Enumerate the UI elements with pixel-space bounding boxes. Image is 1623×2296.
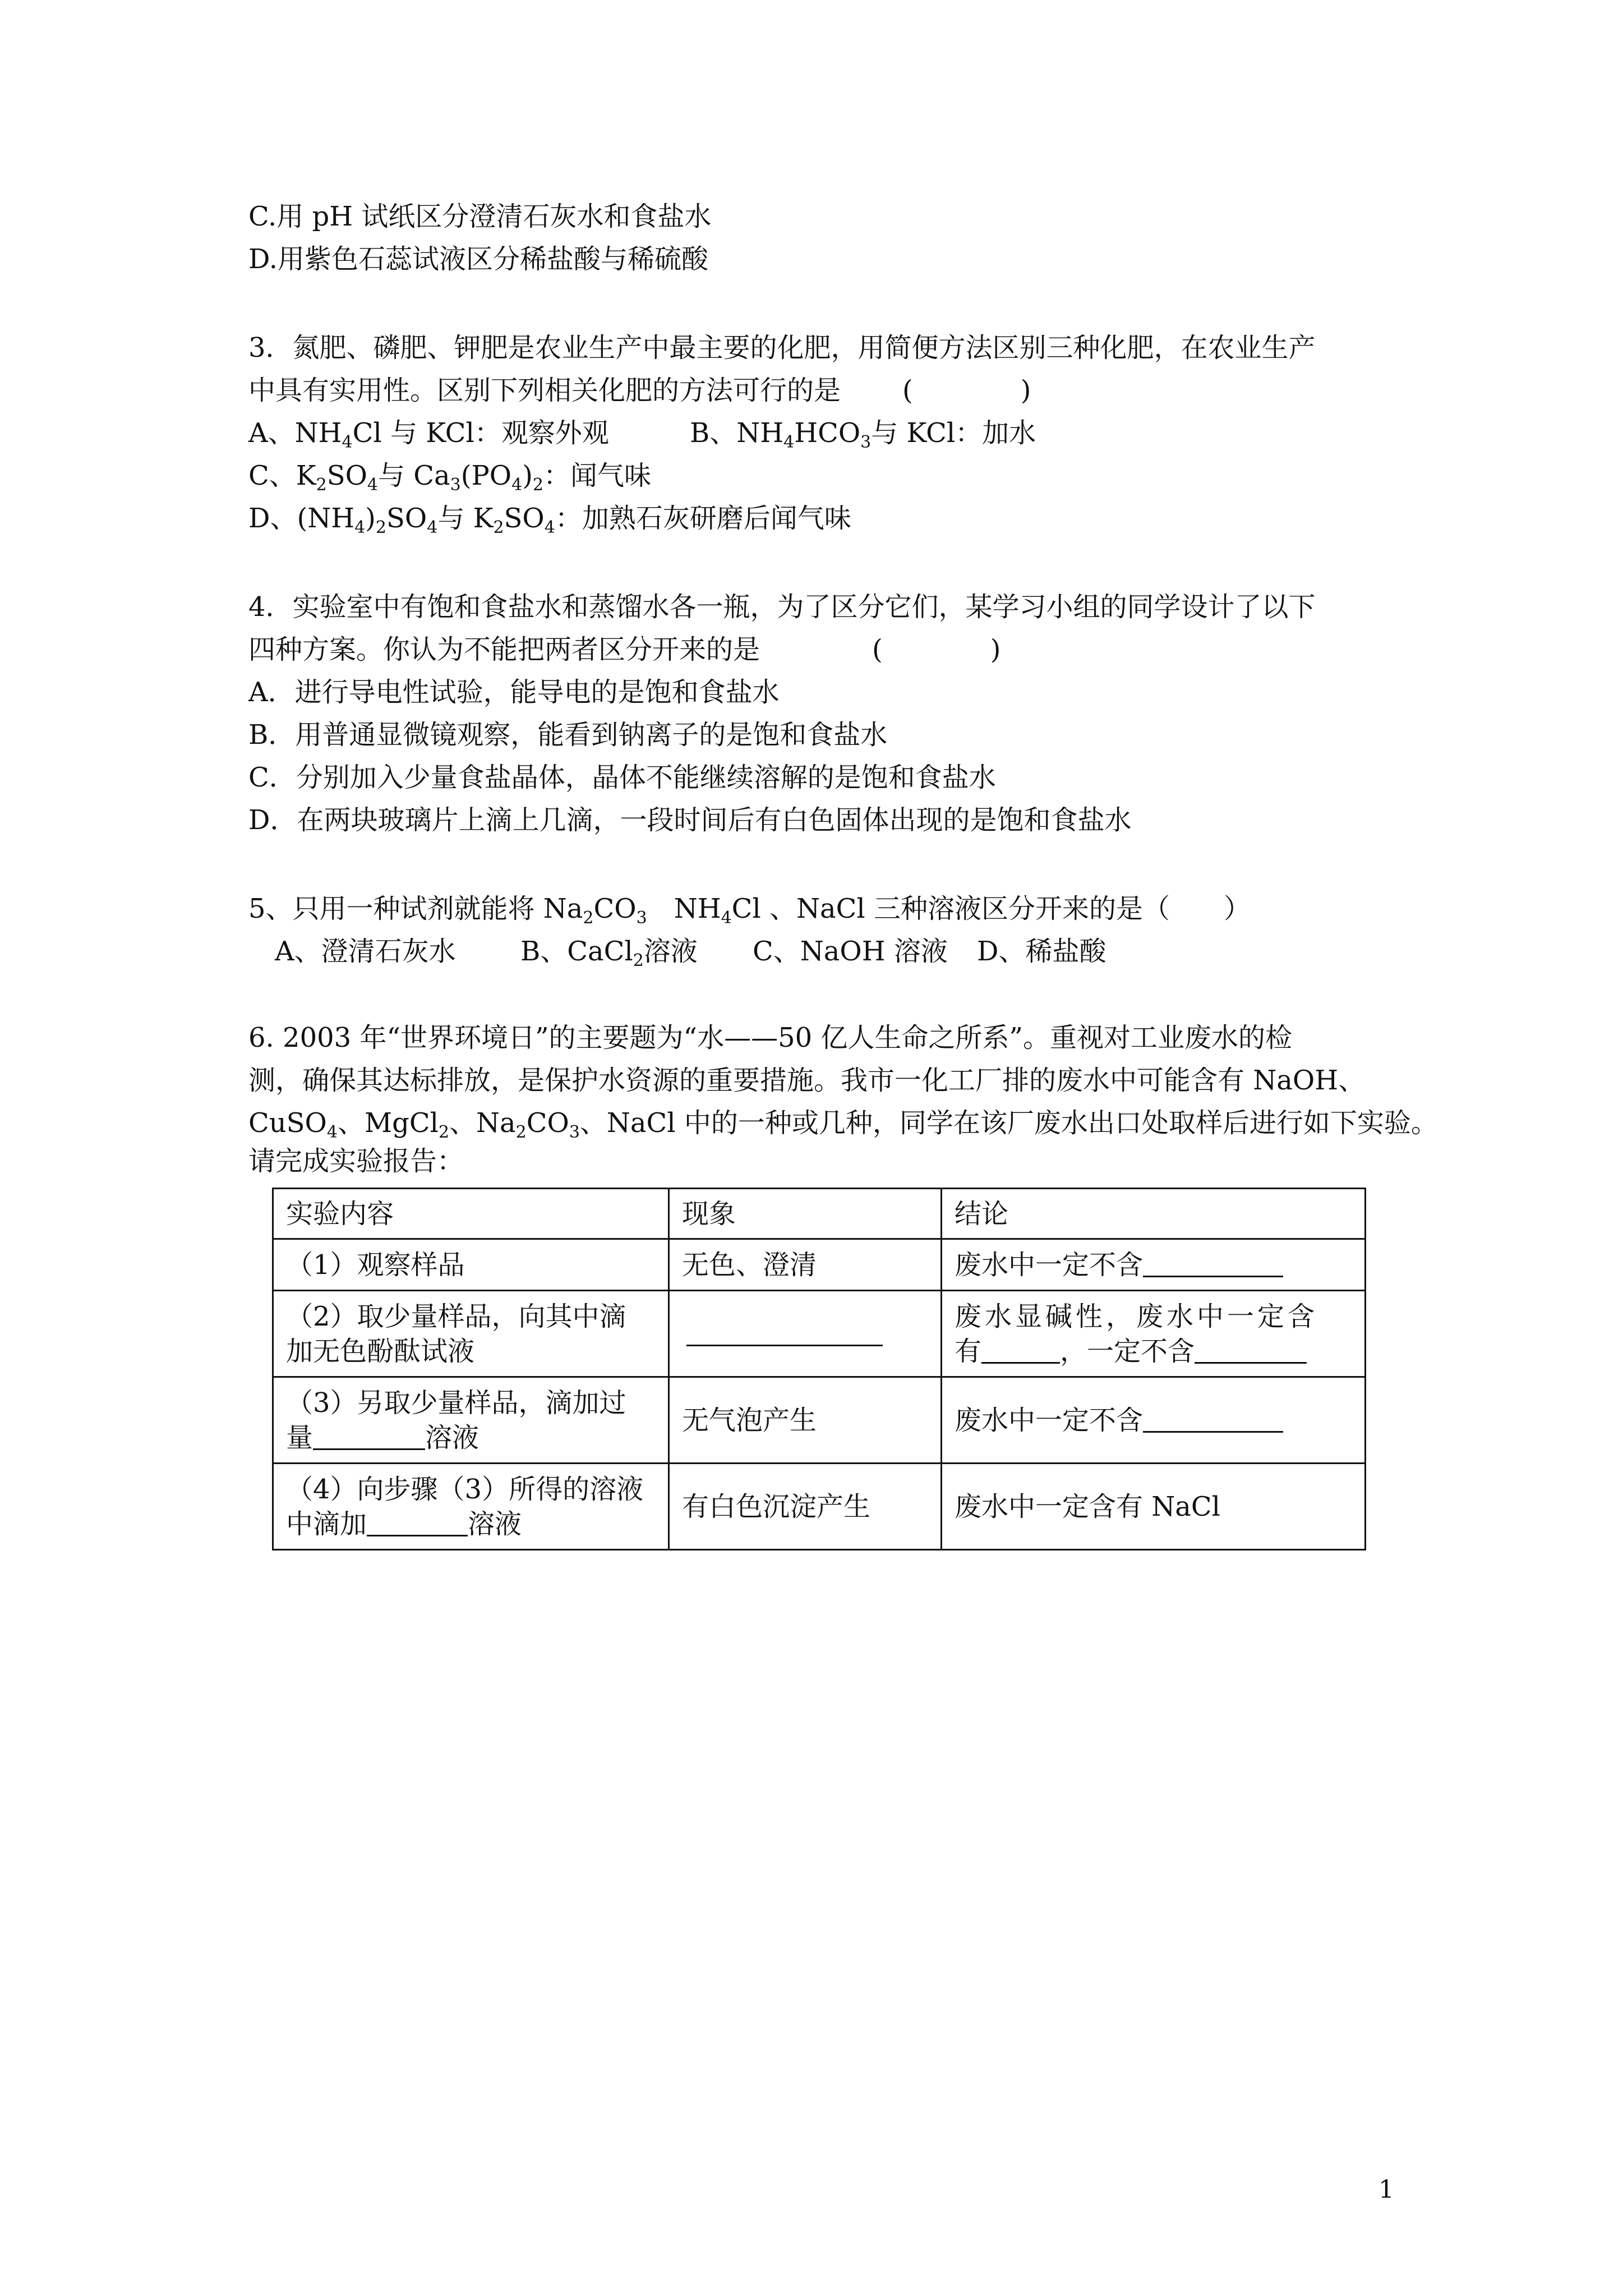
answer-blank[interactable] xyxy=(1195,1338,1307,1364)
q6-stem-line1: 6. 2003 年“世界环境日”的主要题为“水——50 亿人生命之所系”。重视对工业废水的检 xyxy=(248,1022,1292,1053)
q6-stem-line3: CuSO$_4$、MgCl$_2$、$Na_2CO_3$、NaCl 中的一种或几种，同学在该厂废水出口处取样后进行如下实验。 xyxy=(248,1107,1438,1142)
q4-stem-text: 四种方案。你认为不能把两者区分开来的是 xyxy=(248,634,760,665)
table-cell: 废水中一定不含 xyxy=(942,1239,1366,1291)
page-number: 1 xyxy=(1378,2175,1394,2204)
table-header-cell: 结论 xyxy=(942,1189,1366,1239)
answer-blank[interactable] xyxy=(1143,1252,1283,1277)
table-row xyxy=(273,1291,1366,1377)
table-cell: （3）另取少量样品，滴加过 量 溶液 xyxy=(273,1377,669,1464)
table-cell: 废水显碱性，废水中一定含 有 ，一定不含 xyxy=(942,1291,1366,1377)
table-header-row xyxy=(273,1189,1366,1239)
q3-stem-text: 中具有实用性。区别下列相关化肥的方法可行的是 xyxy=(248,375,841,406)
table-cell: 无气泡产生 xyxy=(669,1377,942,1464)
table-cell: 无色、澄清 xyxy=(669,1239,942,1291)
table-cell xyxy=(669,1291,942,1377)
table-cell: 废水中一定不含 xyxy=(942,1377,1366,1464)
answer-blank[interactable] xyxy=(686,1321,883,1346)
experiment-report-table xyxy=(272,1188,1366,1550)
table-row xyxy=(273,1377,1366,1464)
table-cell: （4）向步骤（3）所得的溶液 中滴加 溶液 xyxy=(273,1464,669,1550)
table-cell: 有白色沉淀产生 xyxy=(669,1464,942,1550)
q5-option-c: C、NaOH 溶液 xyxy=(753,936,948,967)
q3-stem-line2 xyxy=(248,374,1031,407)
q2-option-d: D.用紫色石蕊试液区分稀盐酸与稀硫酸 xyxy=(248,243,709,275)
table-header-cell: 现象 xyxy=(669,1189,942,1239)
q5-option-b: B、CaCl$_2$溶液 xyxy=(520,936,698,970)
q5-stem: 5、只用一种试剂就能将 $Na_2CO_3$ $NH_4Cl$ 、NaCl 三种溶液区分开来的是（ ） xyxy=(248,893,1251,928)
q5-option-a: A、澄清石灰水 xyxy=(275,936,456,967)
q6-stem-line4: 请完成实验报告： xyxy=(248,1145,464,1177)
q3-option-c: C、$K_2SO_4$与 $Ca_3(PO_4)_2$：闻气味 xyxy=(248,460,652,495)
answer-blank[interactable] xyxy=(367,1511,468,1536)
q6-stem-line2: 测，确保其达标排放，是保护水资源的重要措施。我市一化工厂排的废水中可能含有 NaOH、 xyxy=(248,1065,1366,1096)
answer-blank[interactable] xyxy=(313,1425,425,1450)
q3-options-ab xyxy=(248,416,609,450)
table-cell: （2）取少量样品，向其中滴 加无色酚酞试液 xyxy=(273,1291,669,1377)
q5-option-d: D、稀盐酸 xyxy=(977,936,1106,967)
q4-answer-paren: ( ) xyxy=(872,634,1001,665)
q3-stem-line1: 3．氮肥、磷肥、钾肥是农业生产中最主要的化肥，用简便方法区别三种化肥，在农业生产 xyxy=(248,332,1316,364)
table-header-cell: 实验内容 xyxy=(273,1189,669,1239)
q4-option-a: A．进行导电性试验，能导电的是饱和食盐水 xyxy=(248,677,780,708)
q3-answer-paren: ( ) xyxy=(902,375,1031,406)
q2-option-c: C.用 pH 试纸区分澄清石灰水和食盐水 xyxy=(248,201,712,232)
table-row xyxy=(273,1464,1366,1550)
q3-option-a: A、$NH_4Cl$ 与 KCl：观察外观 xyxy=(248,417,609,452)
q3-option-d: D、$(NH_4)_2SO_4$与 $K_2SO_4$：加熟石灰研磨后闻气味 xyxy=(248,503,851,537)
q4-stem-line1: 4．实验室中有饱和食盐水和蒸馏水各一瓶，为了区分它们，某学习小组的同学设计了以下 xyxy=(248,591,1316,623)
q3-option-b: B、$NH_4HCO_3$与 KCl：加水 xyxy=(690,417,1036,452)
q4-option-c: C．分别加入少量食盐晶体，晶体不能继续溶解的是饱和食盐水 xyxy=(248,762,996,793)
q4-option-d: D．在两块玻璃片上滴上几滴，一段时间后有白色固体出现的是饱和食盐水 xyxy=(248,804,1132,836)
table-cell: （1）观察样品 xyxy=(273,1239,669,1291)
answer-blank[interactable] xyxy=(981,1338,1060,1364)
answer-blank[interactable] xyxy=(1143,1407,1283,1433)
table-row xyxy=(273,1239,1366,1291)
q4-option-b: B．用普通显微镜观察，能看到钠离子的是饱和食盐水 xyxy=(248,719,888,751)
table-cell: 废水中一定含有 NaCl xyxy=(942,1464,1366,1550)
q4-stem-line2 xyxy=(248,633,1000,666)
